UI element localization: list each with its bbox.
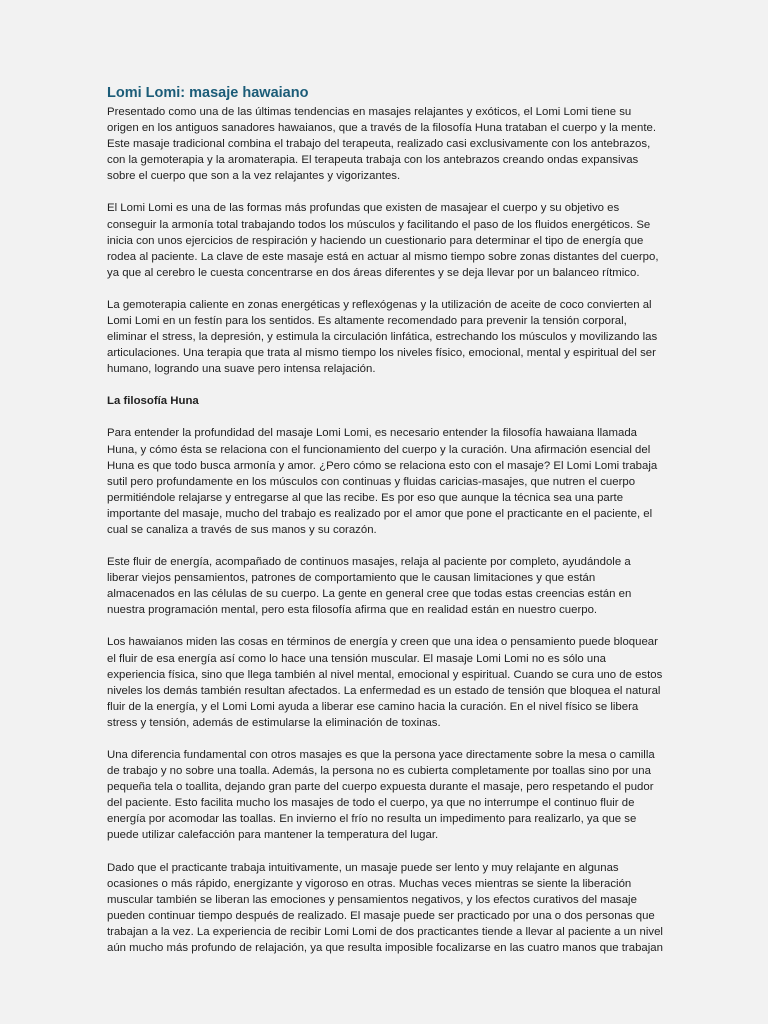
paragraph: Una diferencia fundamental con otros masajes es que la persona yace directamente sobre la mesa o camilla de trabajo y no sobre una toalla. Además, la persona no es cubierta completamente por toallas sino por una pequeña tela o toallita, dejando gran parte del cuerpo expuesta durante el masaje, pero respetando el pudor del paciente. Esto facilita mucho los masajes de todo el cuerpo, ya que no interrumpe el continuo fluir de energía por acomodar las toallas. En invierno el frío no resulta un impedimento para realizarlo, ya que se puede utilizar calefacción para mantener la temperatura del lugar. [107, 749, 655, 842]
paragraph: El Lomi Lomi es una de las formas más profundas que existen de masajear el cuerpo y su objetivo es conseguir la armonía total trabajando todos los músculos y facilitando el paso de los fluidos energéticos. Se inicia con unos ejercicios de respiración y haciendo un cuestionario para determinar el tipo de energía que rodea al paciente. La clave de este masaje está en actuar al mismo tiempo sobre zonas distantes del cuerpo, ya que al cerebro le cuesta concentrarse en dos áreas diferentes y se deja llevar por un balanceo rítmico. [107, 202, 659, 279]
document-title: Lomi Lomi: masaje hawaiano [107, 85, 309, 101]
paragraph: Para entender la profundidad del masaje Lomi Lomi, es necesario entender la filosofía hawaiana llamada Huna, y cómo ésta se relaciona con el funcionamiento del cuerpo y la curación. Una afirmación esencial del Huna es que todo busca armonía y amor. ¿Pero cómo se relaciona esto con el masaje? El Lomi Lomi trabaja sutil pero profundamente en los músculos con continuas y fluidas caricias-masajes, que nutren el cuerpo permitiéndole relajarse y entregarse al que las recibe. Es por eso que aunque la técnica sea una parte importante del masaje, mucho del trabajo es realizado por el amor que pone el practicante en el paciente, el cual se canaliza a través de sus manos y su corazón. [107, 427, 658, 536]
paragraph: Los hawaianos miden las cosas en términos de energía y creen que una idea o pensamiento puede bloquear el fluir de esa energía así como lo hace una tensión muscular. El masaje Lomi Lomi no es sólo una experiencia física, sino que llega también al nivel mental, emocional y espiritual. Cuando se cura uno de estos niveles los demás también resultan afectados. La enfermedad es un estado de tensión que bloquea el natural fluir de la energía, y el Lomi Lomi ayuda a liberar ese camino hacia la curación. En el nivel físico se libera stress y tensión, además de estimularse la eliminación de toxinas. [107, 636, 663, 729]
section-heading: La filosofía Huna [107, 395, 199, 408]
paragraph: Dado que el practicante trabaja intuitivamente, un masaje puede ser lento y muy relajante en algunas ocasiones o más rápido, energizante y vigoroso en otras. Muchas veces mientras se siente la liberación muscular también se liberan las emociones y pensamientos negativos, y los efectos curativos del masaje pueden continuar tiempo después de realizado. El masaje puede ser practicado por una o dos personas que trabajan a la vez. La experiencia de recibir Lomi Lomi de dos practicantes tiende a llevar al paciente a un nivel aún mucho más profundo de relajación, ya que resulta imposible focalizarse en las cuatro manos que trabajan [107, 861, 663, 955]
paragraph: La gemoterapia caliente en zonas energéticas y reflexógenas y la utilización de aceite de coco convierten al Lomi Lomi en un festín para los sentidos. Es altamente recomendado para prevenir la tensión corporal, eliminar el stress, la depresión, y estimula la circulación linfática, estrechando los músculos y movilizando las articulaciones. Una terapia que trata al mismo tiempo los niveles físico, emocional, mental y espiritual del ser humano, logrando una suave pero intensa relajación. [107, 298, 658, 376]
paragraph: Presentado como una de las últimas tendencias en masajes relajantes y exóticos, el Lomi Lomi tiene su origen en los antiguos sanadores hawaianos, que a través de la filosofía Huna trataban el cuerpo y la mente. Este masaje tradicional combina el trabajo del terapeuta, realizado casi exclusivamente con los antebrazos, con la gemoterapia y la aromaterapia. El terapeuta trabaja con los antebrazos creando ondas expansivas sobre el cuerpo que son a la vez relajantes y vigorizantes. [107, 106, 656, 183]
document-body [107, 84, 663, 972]
paragraph: Este fluir de energía, acompañado de continuos masajes, relaja al paciente por completo, ayudándole a liberar viejos pensamientos, patrones de comportamiento que le causan limitaciones y que están almacenados en las células de su cuerpo. La gente en general cree que todas estas creencias están en nuestra programación mental, pero esta filosofía afirma que en realidad están en nuestro cuerpo. [107, 556, 632, 617]
